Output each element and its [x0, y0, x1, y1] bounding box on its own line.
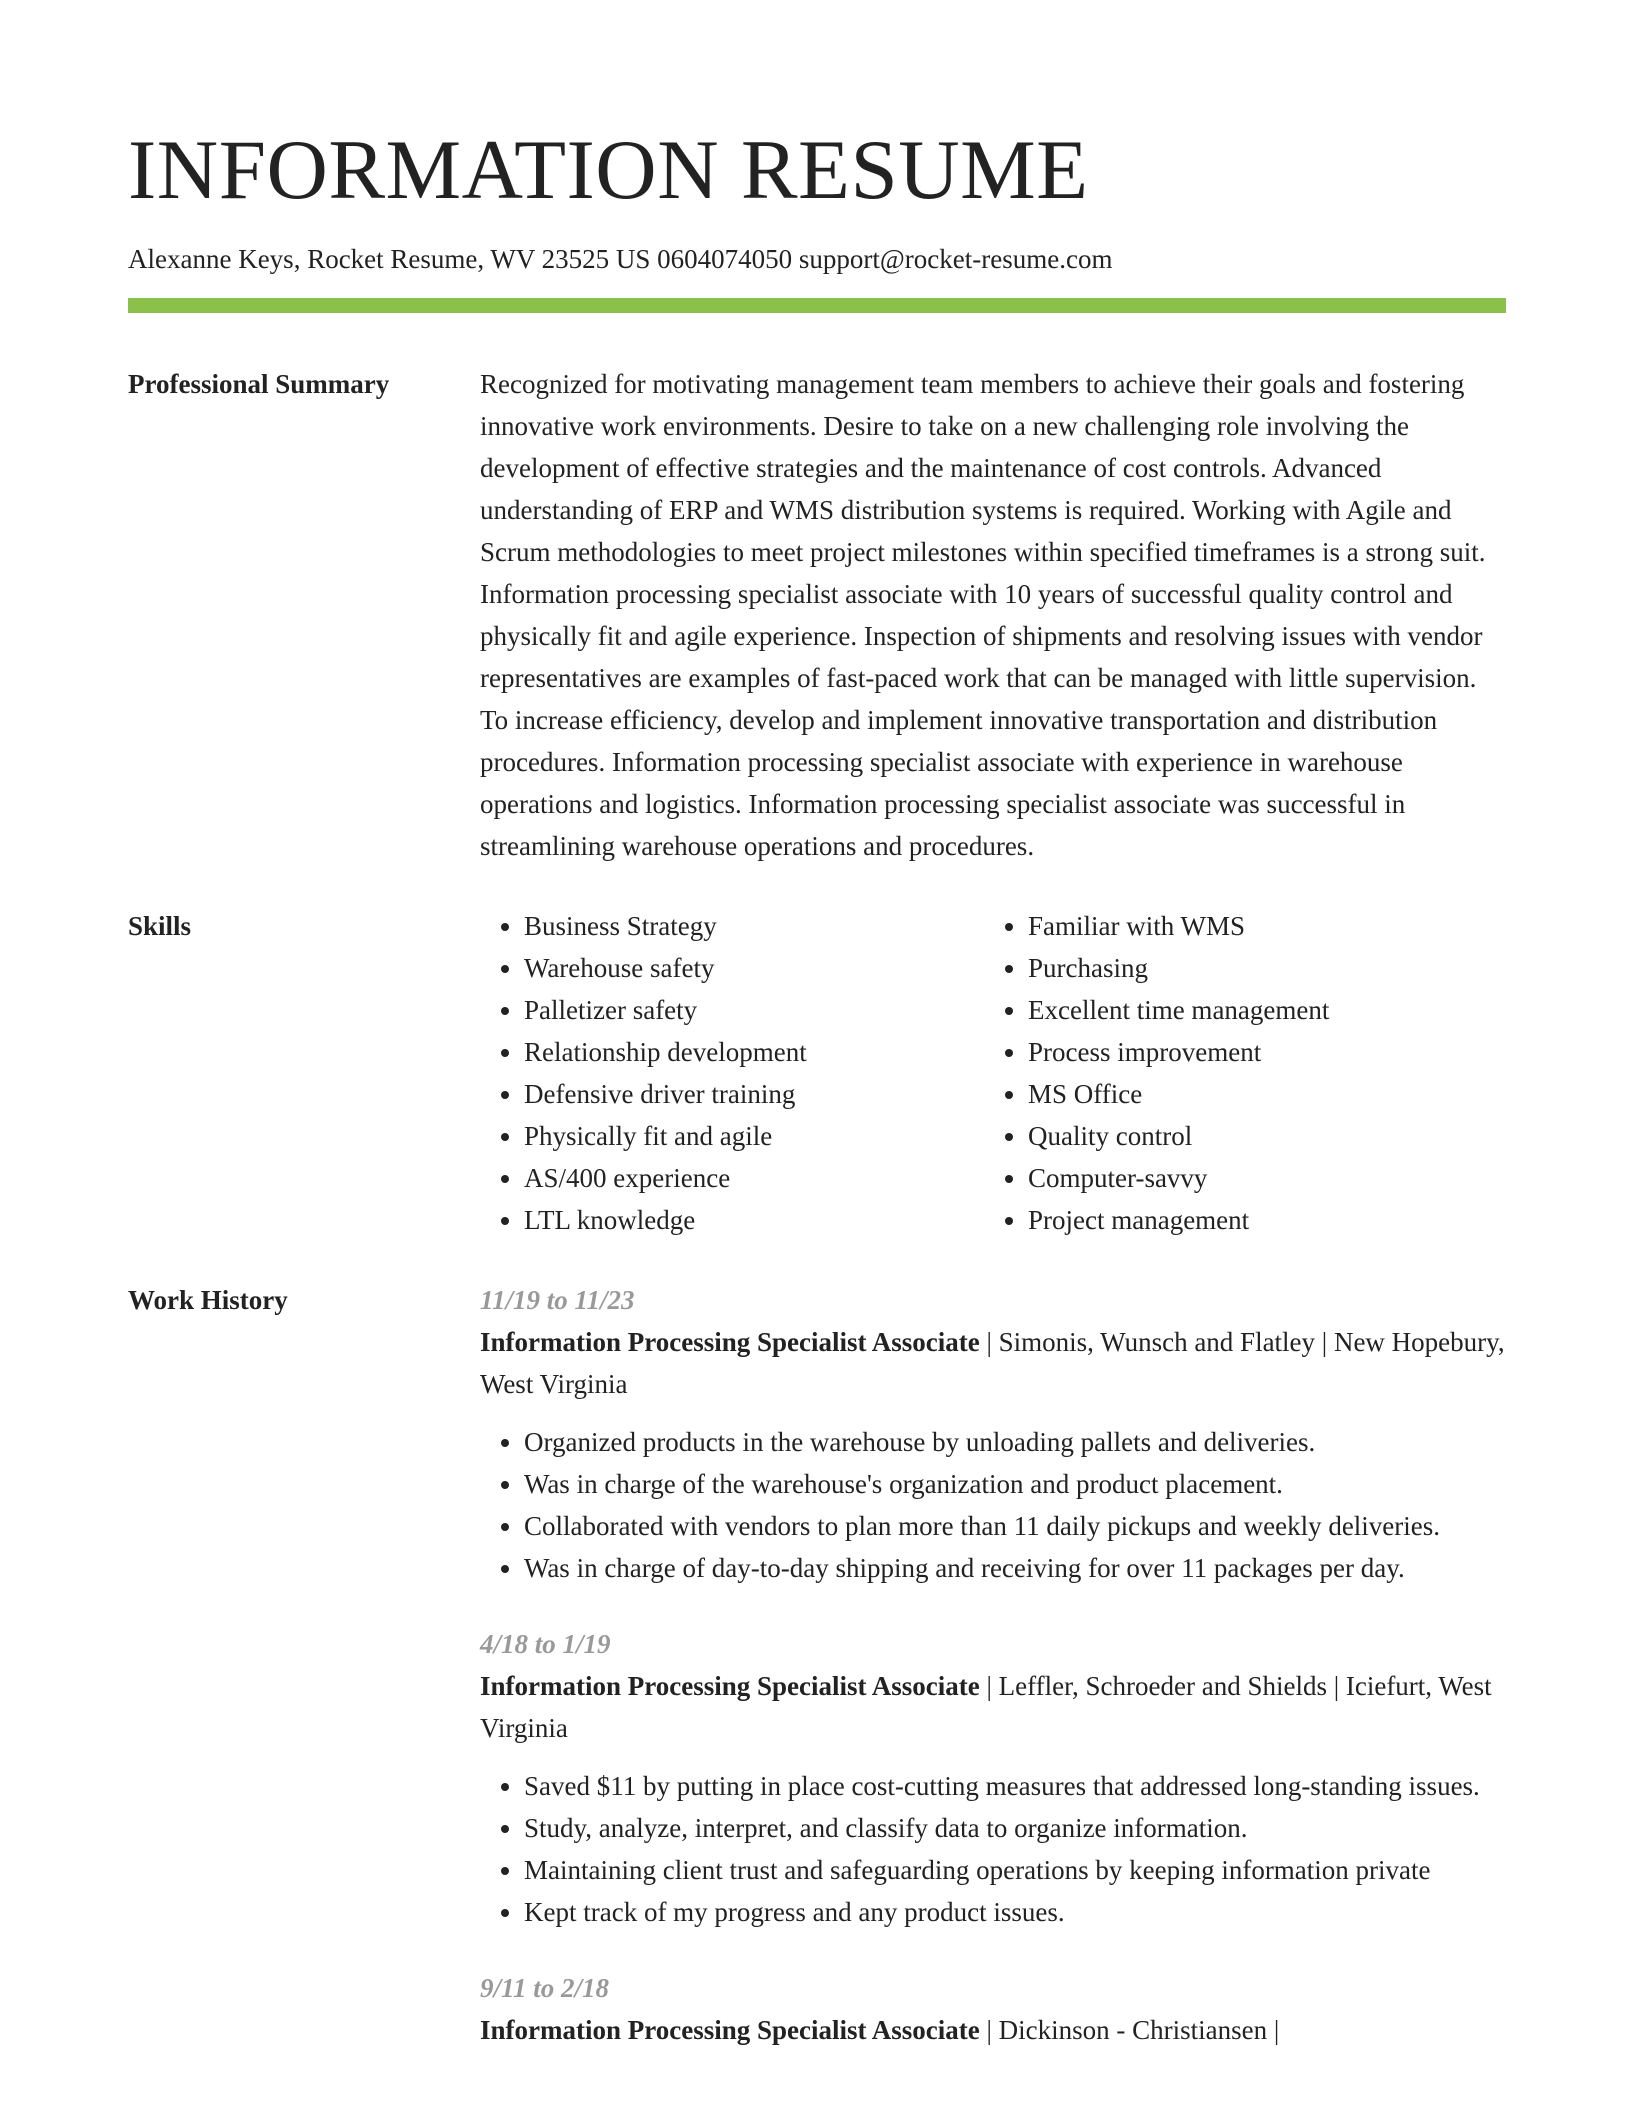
job-heading — [480, 1665, 1506, 1749]
skill-item: • Excellent time management — [1028, 989, 1488, 1031]
skills-list-right — [984, 905, 1488, 1241]
resume-title: INFORMATION RESUME — [128, 123, 1089, 217]
job-title: Information Processing Specialist Associate — [480, 2015, 980, 2045]
skill-item: • Process improvement — [1028, 1031, 1488, 1073]
skills-grid — [480, 905, 1506, 1241]
skill-item: • Physically fit and agile — [524, 1115, 984, 1157]
job-bullet: • Was in charge of the warehouse's organization and product placement. — [524, 1463, 1506, 1505]
skill-item: • Quality control — [1028, 1115, 1488, 1157]
job-heading — [480, 1321, 1506, 1405]
job-entry — [480, 1279, 1506, 1589]
skill-item: • Business Strategy — [524, 905, 984, 947]
job-bullet: • Saved $11 by putting in place cost-cutting measures that addressed long-standing issues. — [524, 1765, 1506, 1807]
job-details: | Leffler, Schroeder and Shields | Iciefurt, West Virginia — [480, 1671, 1492, 1743]
job-details: | Dickinson - Christiansen | — [979, 2015, 1280, 2045]
skill-item: • Purchasing — [1028, 947, 1488, 989]
skill-item: • Computer-savvy — [1028, 1157, 1488, 1199]
job-title: Information Processing Specialist Associate — [480, 1327, 980, 1357]
skill-item: • LTL knowledge — [524, 1199, 984, 1241]
work-history-section — [128, 1279, 1506, 2085]
job-bullets — [480, 1421, 1506, 1589]
job-heading — [480, 2009, 1506, 2051]
job-dates: 9/11 to 2/18 — [480, 1973, 610, 2003]
job-entry — [480, 1623, 1506, 1933]
contact-line: Alexanne Keys, Rocket Resume, WV 23525 US 0604074050 support@rocket-resume.com — [128, 244, 1113, 274]
job-bullet: • Kept track of my progress and any product issues. — [524, 1891, 1506, 1933]
skill-item: • MS Office — [1028, 1073, 1488, 1115]
skills-list-left — [480, 905, 984, 1241]
resume-page — [128, 0, 1506, 2085]
skill-item: • Defensive driver training — [524, 1073, 984, 1115]
work-history-label: Work History — [128, 1285, 288, 1315]
job-details: | Simonis, Wunsch and Flatley | New Hopebury, West Virginia — [480, 1327, 1505, 1399]
job-bullet: • Organized products in the warehouse by unloading pallets and deliveries. — [524, 1421, 1506, 1463]
skill-item: • Warehouse safety — [524, 947, 984, 989]
header-divider — [128, 298, 1506, 313]
skills-section — [128, 905, 1506, 1241]
skills-label: Skills — [128, 911, 192, 941]
skill-item: • Project management — [1028, 1199, 1488, 1241]
skill-item: • AS/400 experience — [524, 1157, 984, 1199]
job-dates: 4/18 to 1/19 — [480, 1629, 611, 1659]
job-bullet: • Maintaining client trust and safeguarding operations by keeping information private — [524, 1849, 1506, 1891]
skill-item: • Palletizer safety — [524, 989, 984, 1031]
summary-section — [128, 363, 1506, 867]
summary-text: Recognized for motivating management team members to achieve their goals and fostering innovative work environments. Desire to take on a new challenging role involving the development of effective strategies and the maintenance of cost controls. Advanced understanding of ERP and WMS distribution systems is required. Working with Agile and Scrum methodologies to meet project milestones within specified timeframes is a strong suit. Information processing specialist associate with 10 years of successful quality control and physically fit and agile experience. Inspection of shipments and resolving issues with vendor representatives are examples of fast-paced work that can be managed with little supervision. To increase efficiency, develop and implement innovative transportation and distribution procedures. Information processing specialist associate with experience in warehouse operations and logistics. Information processing specialist associate was successful in streamlining warehouse operations and procedures. — [480, 369, 1486, 861]
job-title: Information Processing Specialist Associate — [480, 1671, 980, 1701]
job-bullets — [480, 1765, 1506, 1933]
job-entry — [480, 1967, 1506, 2051]
skill-item: • Familiar with WMS — [1028, 905, 1488, 947]
work-history-body — [480, 1279, 1506, 2085]
job-bullet: • Was in charge of day-to-day shipping and receiving for over 11 packages per day. — [524, 1547, 1506, 1589]
job-dates: 11/19 to 11/23 — [480, 1285, 635, 1315]
skill-item: • Relationship development — [524, 1031, 984, 1073]
job-bullet: • Study, analyze, interpret, and classify data to organize information. — [524, 1807, 1506, 1849]
summary-label: Professional Summary — [128, 369, 390, 399]
job-bullet: • Collaborated with vendors to plan more than 11 daily pickups and weekly deliveries. — [524, 1505, 1506, 1547]
